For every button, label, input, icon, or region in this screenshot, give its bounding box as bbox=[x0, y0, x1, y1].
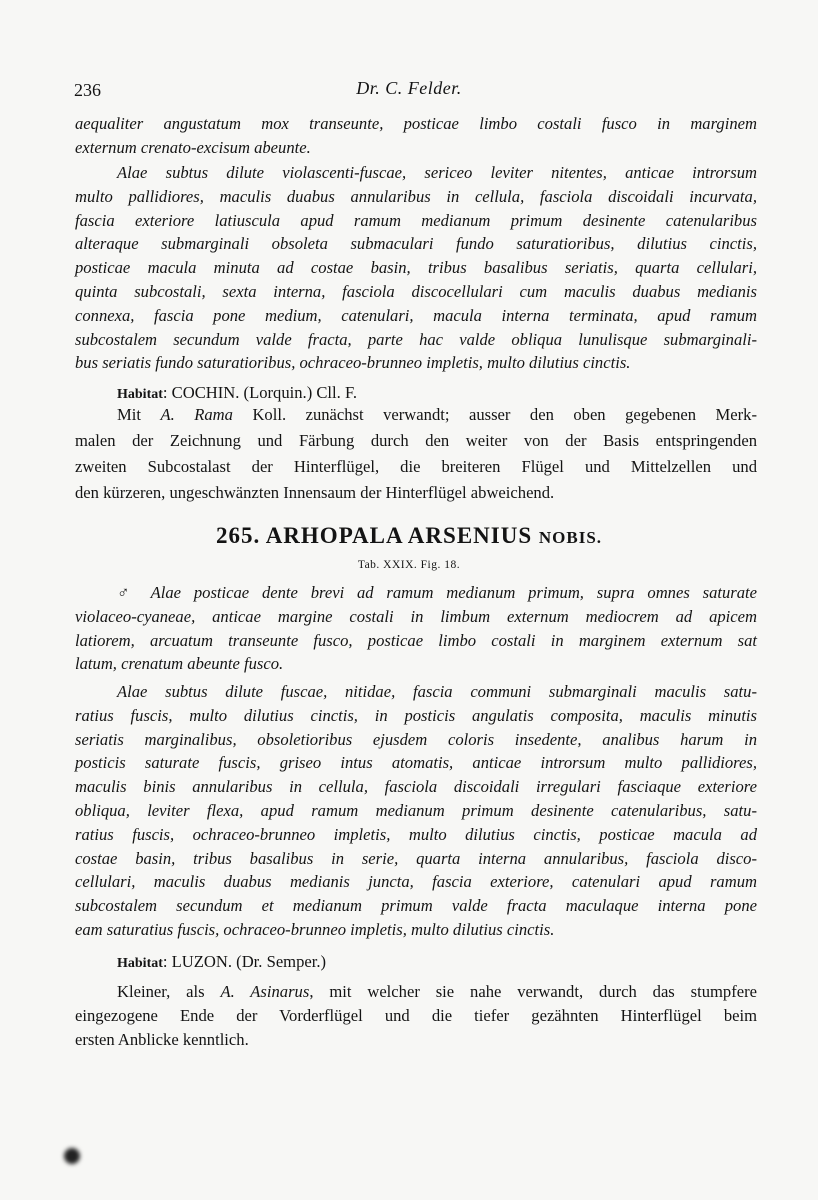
male-description bbox=[75, 581, 757, 676]
text-line bbox=[75, 870, 757, 894]
text-run: eam saturatius fuscis, ochraceo-brunneo impletis, multo dilutius cinctis. bbox=[75, 919, 555, 939]
text-line bbox=[75, 351, 757, 375]
plate-reference: Tab. XXIX. Fig. 18. bbox=[357, 559, 461, 571]
text-run: latiorem, arcuatum transeunte fusco, posticae limbo costali in marginem externum sat bbox=[75, 630, 757, 650]
text-line bbox=[75, 581, 757, 605]
text-line bbox=[75, 680, 757, 704]
text-run: violaceo-cyaneae, anticae margine costali in limbum externum mediocrem ad apicem bbox=[75, 606, 757, 626]
text-run: , mit welcher sie nahe verwandt, durch das stumpfere bbox=[309, 982, 757, 1001]
text-line bbox=[75, 328, 757, 352]
text-line bbox=[75, 751, 757, 775]
text-line bbox=[75, 112, 757, 136]
text-line bbox=[75, 161, 757, 185]
text-line bbox=[75, 280, 757, 304]
text-line bbox=[75, 652, 757, 676]
text-run: ratius fuscis, multo dilutius cinctis, in posticis angulatis composita, maculis minutis bbox=[75, 705, 757, 725]
text-run: connexa, fascia pone medium, catenulari, macula interna terminata, apud ramum bbox=[75, 305, 757, 325]
text-run: posticae macula minuta ad costae basin, tribus basalibus seriatis, quarta cellulari, bbox=[75, 258, 757, 278]
text-run: : LUZON. (Dr. Semper.) bbox=[162, 952, 327, 971]
text-line bbox=[75, 232, 757, 256]
text-run: ratius fuscis, ochraceo-brunneo impletis, multo dilutius cinctis, posticae macula ad bbox=[75, 824, 757, 844]
running-head: Dr. C. Felder. bbox=[356, 78, 462, 98]
text-run: A. Rama bbox=[160, 405, 233, 424]
text-run: obliqua, leviter flexa, apud ramum medianum primum desinente catenularibus, satu- bbox=[75, 800, 757, 820]
text-run: externum crenato-excisum abeunte. bbox=[75, 137, 311, 157]
habitat-label: Habitat bbox=[117, 956, 163, 971]
text-run: malen der Zeichnung und Färbung durch den weiter von der Basis entspringenden bbox=[75, 431, 757, 450]
continued-description bbox=[75, 112, 757, 160]
text-line bbox=[75, 847, 757, 871]
species-name: ARHOPALA ARSENIUS bbox=[265, 523, 533, 548]
text-run: subcostalem secundum et medianum primum valde fracta maculaque interna pone bbox=[75, 896, 757, 916]
text-run: maculis binis annularibus in cellula, fasciola discoidali irregulari fasciaque exteriore bbox=[75, 777, 757, 797]
text-run: A. Asinarus bbox=[220, 982, 310, 1001]
text-run: cellulari, maculis duabus medianis juncta, fascia exteriore, catenulari apud ramum bbox=[75, 872, 757, 892]
text-line bbox=[75, 256, 757, 280]
text-run: bus seriatis fundo saturatioribus, ochraceo-brunneo impletis, multo dilutius cinctis. bbox=[75, 353, 631, 373]
text-run: Mit bbox=[117, 405, 161, 424]
text-line bbox=[75, 185, 757, 209]
ink-spot bbox=[64, 1148, 80, 1164]
text-run: subcostalem secundum valde fracta, parte hac valde obliqua lunulisque submarginali- bbox=[75, 329, 757, 349]
text-run: alteraque submarginali obsoleta submaculari fundo saturatioribus, dilutius cinctis, bbox=[75, 234, 757, 254]
text-run: costae basin, tribus basalibus in serie, quarta interna annularibus, fasciola disco- bbox=[75, 848, 757, 868]
text-line bbox=[75, 136, 757, 160]
text-line bbox=[75, 480, 757, 506]
text-run: latum, crenatum abeunte fusco. bbox=[75, 654, 284, 674]
text-run: ersten Anblicke kenntlich. bbox=[75, 1029, 249, 1049]
page-number: 236 bbox=[74, 80, 101, 100]
text-line bbox=[75, 454, 757, 480]
text-line bbox=[75, 950, 757, 974]
german-remark-1 bbox=[75, 402, 757, 506]
text-line bbox=[75, 629, 757, 653]
text-line bbox=[75, 402, 757, 428]
text-line bbox=[75, 1004, 757, 1028]
text-run: Alae subtus dilute violascenti-fuscae, sericeo leviter nitentes, anticae introrsum bbox=[117, 163, 757, 182]
text-line bbox=[75, 728, 757, 752]
text-run: Kleiner, als bbox=[117, 982, 221, 1001]
text-run: Alae subtus dilute fuscae, nitidae, fascia communi submarginali maculis satu- bbox=[117, 682, 757, 701]
text-run: : COCHIN. (Lorquin.) Cll. F. bbox=[162, 383, 357, 402]
text-line bbox=[75, 894, 757, 918]
habitat-luzon bbox=[75, 950, 757, 974]
text-run: den kürzeren, ungeschwänzten Innensaum der Hinterflügel abweichend. bbox=[75, 483, 555, 502]
text-line bbox=[75, 428, 757, 454]
text-line bbox=[75, 823, 757, 847]
text-line bbox=[75, 304, 757, 328]
text-line bbox=[75, 1028, 757, 1052]
habitat-label: Habitat bbox=[117, 387, 163, 402]
species-heading bbox=[150, 522, 668, 552]
underside-description bbox=[75, 161, 757, 375]
text-run: aequaliter angustatum mox transeunte, posticae limbo costali fusco in marginem bbox=[75, 114, 757, 133]
species-author: NOBIS. bbox=[538, 528, 603, 547]
text-run: zweiten Subcostalast der Hinterflügel, die breiteren Flügel und Mittelzellen und bbox=[75, 457, 757, 476]
text-run: seriatis marginalibus, obsoletioribus ejusdem coloris insedente, analibus harum in bbox=[75, 729, 757, 749]
german-remark-2 bbox=[75, 980, 757, 1051]
text-run: multo pallidiores, maculis duabus annularibus in cellula, fasciola discoidali incurvata, bbox=[75, 186, 757, 206]
text-run: fascia exteriore latiuscula apud ramum medianum primum desinente catenularibus bbox=[75, 210, 757, 230]
text-line bbox=[75, 775, 757, 799]
text-line bbox=[75, 799, 757, 823]
text-line bbox=[75, 209, 757, 233]
text-run: eingezogene Ende der Vorderflügel und die tiefer gezähnten Hinterflügel beim bbox=[75, 1005, 757, 1025]
text-run: Koll. zunächst verwandt; ausser den oben gegebenen Merk- bbox=[232, 405, 757, 424]
text-run: quinta subcostali, sexta interna, fasciola discocellulari cum maculis duabus medianis bbox=[75, 281, 757, 301]
underside-description-2 bbox=[75, 680, 757, 942]
text-run: posticis saturate fuscis, griseo intus atomatis, anticae introrsum multo pallidiores, bbox=[75, 753, 757, 773]
text-line bbox=[75, 980, 757, 1004]
text-line bbox=[75, 605, 757, 629]
text-run: ♂ Alae posticae dente brevi ad ramum medianum primum, supra omnes saturate bbox=[117, 583, 757, 602]
text-line bbox=[75, 918, 757, 942]
text-line bbox=[75, 704, 757, 728]
species-number: 265. bbox=[215, 523, 261, 548]
